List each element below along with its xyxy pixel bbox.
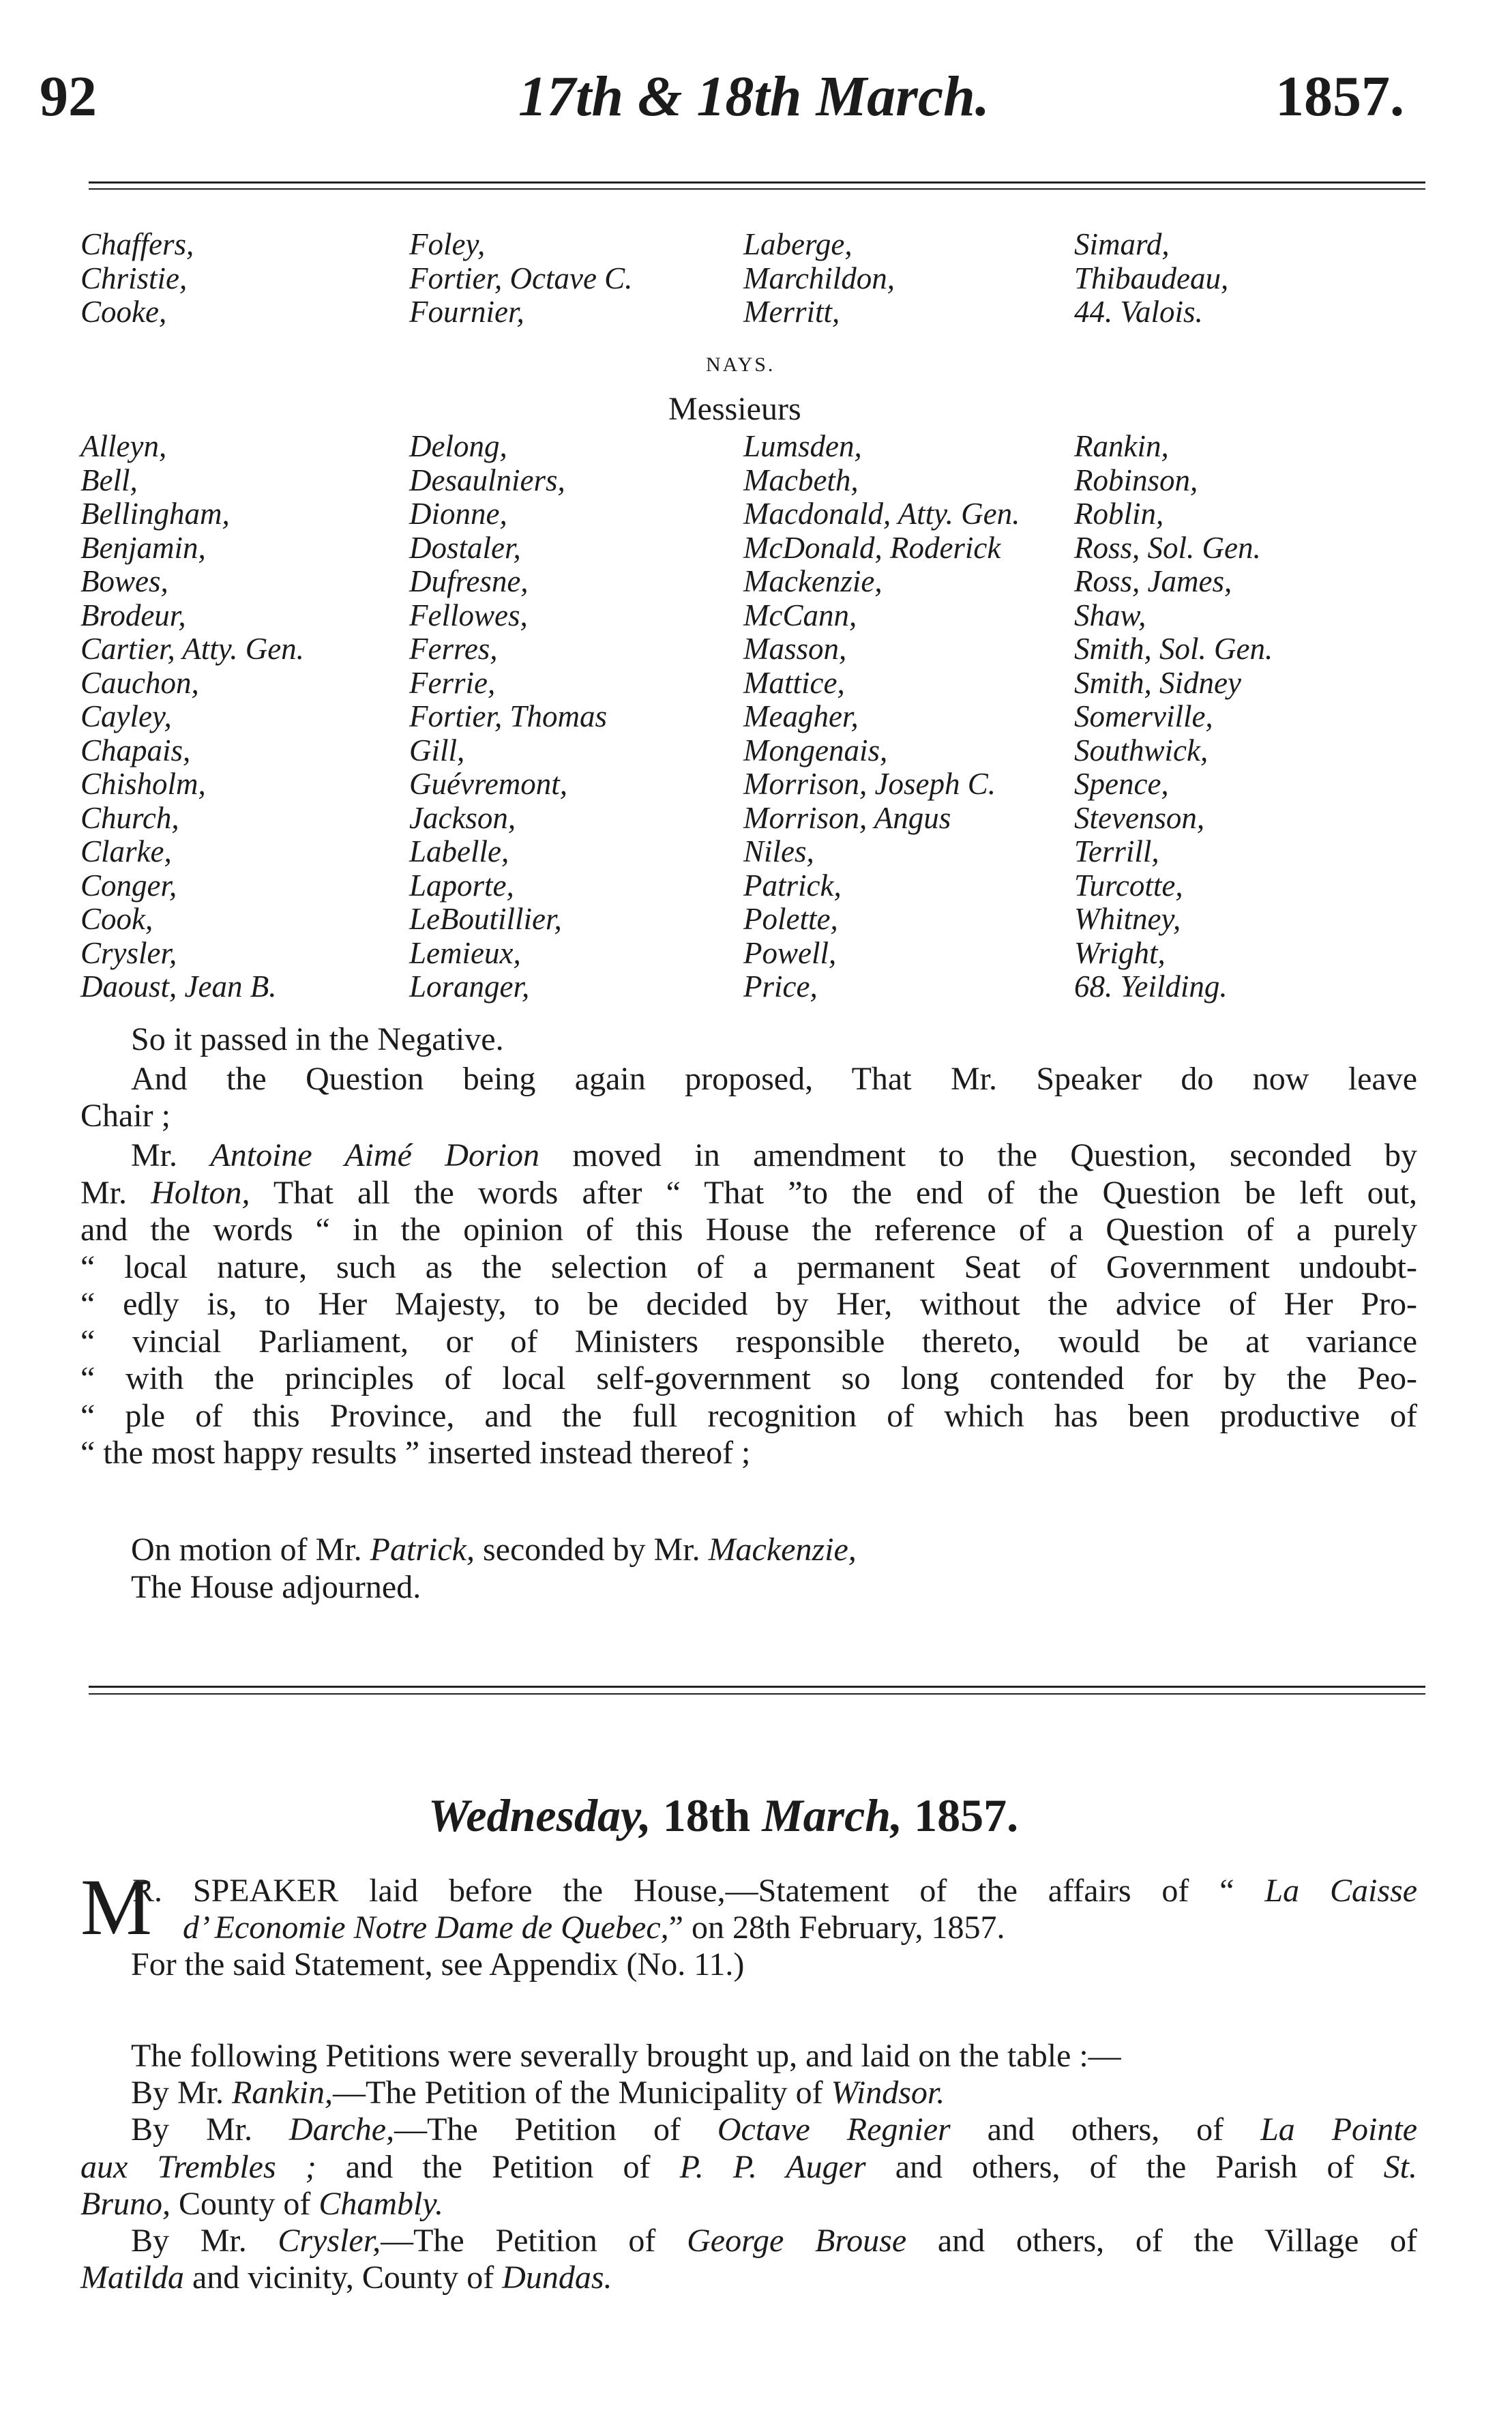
member-name: Mackenzie, — [743, 564, 883, 598]
member-name: Shaw, — [1074, 598, 1146, 632]
appendix-note — [80, 1946, 1468, 1984]
member-name: Ross, Sol. Gen. — [1074, 530, 1261, 565]
messieurs-label: Messieurs — [668, 391, 801, 427]
petition-3-line-1: By Mr. Crysler,—The Petition of George Brouse and others, of the Village of — [131, 2223, 1418, 2259]
section-rule-top — [89, 1686, 1425, 1688]
member-name: Labelle, — [409, 834, 509, 868]
yeas-column-1 — [80, 228, 194, 330]
member-name: Chaffers, — [80, 227, 194, 261]
petitions-intro — [80, 2038, 1468, 2075]
member-name: Mongenais, — [743, 733, 888, 767]
amendment-line-1: Mr. Antoine Aimé Dorion moved in amendment to the Question, seconded by — [131, 1137, 1417, 1173]
member-name: McDonald, Roderick — [743, 530, 1001, 565]
amendment-paragraph-end — [80, 1435, 1417, 1472]
member-name: Cooke, — [80, 295, 167, 329]
member-name: Smith, Sidney — [1074, 665, 1241, 700]
speaker-line-2: d’ Economie Notre Dame de Quebec,” on 28th February, 1857. — [183, 1909, 1005, 1946]
member-name: Fortier, Octave C. — [409, 261, 633, 295]
member-name: Simard, — [1074, 227, 1170, 261]
amendment-line-3: and the words “ in the opinion of this House the reference of a Question of a purely — [80, 1212, 1417, 1248]
member-name: Price, — [743, 969, 818, 1004]
member-name: Cartier, Atty. Gen. — [80, 632, 304, 666]
member-name: 68. Yeilding. — [1074, 969, 1228, 1004]
member-name: Church, — [80, 800, 179, 835]
header-rule-top — [89, 181, 1425, 184]
member-name: Dionne, — [409, 497, 507, 531]
member-name: Crysler, — [80, 935, 177, 970]
member-name: Meagher, — [743, 699, 859, 733]
amendment-line-8: “ ple of this Province, and the full recognition of which has been productive of — [80, 1397, 1417, 1434]
member-name: Powell, — [743, 935, 837, 970]
member-name: Smith, Sol. Gen. — [1074, 632, 1273, 666]
member-name: Mackenzie, — [708, 1532, 857, 1568]
member-name: Robinson, — [1074, 463, 1198, 497]
member-name: Cauchon, — [80, 665, 199, 700]
nays-column-2 — [409, 430, 607, 1004]
petition-3-line-2: Matilda and vicinity, County of Dundas. — [80, 2259, 612, 2296]
member-name: Gill, — [409, 733, 465, 767]
vote-result — [80, 1021, 1468, 1059]
member-name: Bellingham, — [80, 497, 230, 531]
amendment-paragraph — [80, 1137, 1417, 1435]
member-name: Ross, James, — [1074, 564, 1232, 598]
member-name: LeBoutillier, — [409, 902, 562, 936]
member-name: Niles, — [743, 834, 814, 868]
speaker-line-3: For the said Statement, see Appendix (No. 11.) — [131, 1946, 745, 1982]
member-name: 44. Valois. — [1074, 295, 1203, 329]
nays-column-1 — [80, 430, 304, 1004]
member-name: Patrick, — [743, 868, 842, 903]
member-name: Lumsden, — [743, 429, 862, 463]
petition-2 — [80, 2111, 1417, 2186]
member-name: McCann, — [743, 598, 857, 632]
petition-1-line: By Mr. Rankin,—The Petition of the Municipality of Windsor. — [131, 2075, 945, 2111]
page-number: 92 — [40, 65, 97, 128]
nays-column-3 — [743, 430, 1020, 1004]
member-name: Patrick, — [370, 1532, 475, 1568]
amendment-line-2: Mr. Holton, That all the words after “ That ”to the end of the Question be left out, — [80, 1174, 1418, 1211]
member-name: Cook, — [80, 902, 153, 936]
question-paragraph-end — [80, 1098, 1417, 1135]
member-name: Roblin, — [1074, 497, 1164, 531]
speaker-paragraph — [132, 1873, 1417, 1910]
result-line: So it passed in the Negative. — [131, 1021, 504, 1057]
member-name: Merritt, — [743, 295, 840, 329]
adjourn-line-1: On motion of Mr. Patrick, seconded by Mr. Mackenzie, — [131, 1532, 857, 1568]
member-name: Ferrie, — [409, 665, 496, 700]
member-name: Bowes, — [80, 564, 168, 598]
question-line-2: Chair ; — [80, 1098, 171, 1134]
member-name: Guévremont, — [409, 767, 568, 801]
petition-3-end — [80, 2259, 1417, 2297]
member-name: Delong, — [409, 429, 507, 463]
nays-column-4 — [1074, 430, 1273, 1004]
amendment-line-5: “ edly is, to Her Majesty, to be decided by Her, without the advice of Her Pro- — [80, 1286, 1417, 1322]
drop-cap: M — [80, 1862, 152, 1952]
petitions-intro-line: The following Petitions were severally brought up, and laid on the table :— — [131, 2038, 1121, 2074]
member-name: Dufresne, — [409, 564, 529, 598]
adjournment-paragraph — [80, 1532, 1468, 1606]
member-name: Whitney, — [1074, 902, 1181, 936]
section-rule-bottom — [89, 1693, 1425, 1695]
petition-3 — [80, 2223, 1417, 2260]
member-name: Macbeth, — [743, 463, 859, 497]
member-name: Desaulniers, — [409, 463, 565, 497]
page-title: 17th & 18th March. — [518, 65, 990, 128]
member-name: Darche, — [288, 2111, 395, 2148]
amendment-line-4: “ local nature, such as the selection of a permanent Seat of Government undoubt- — [80, 1248, 1417, 1285]
member-name: Dostaler, — [409, 530, 521, 565]
member-name: Foley, — [409, 227, 486, 261]
member-name: Holton, — [151, 1174, 250, 1211]
member-name: Masson, — [743, 632, 847, 666]
yeas-column-3 — [743, 228, 895, 330]
petition-2-line-2: aux Trembles ; and the Petition of P. P. Auger and others, of the Parish of St. — [80, 2148, 1417, 2185]
petition-1 — [80, 2075, 1468, 2112]
member-name: Brodeur, — [80, 598, 186, 632]
member-name: Spence, — [1074, 767, 1169, 801]
member-name: Rankin, — [232, 2075, 333, 2111]
member-name: Southwick, — [1074, 733, 1209, 767]
adjourn-line-2: The House adjourned. — [131, 1568, 421, 1605]
member-name: Rankin, — [1074, 429, 1169, 463]
member-name: Chisholm, — [80, 767, 206, 801]
question-paragraph — [80, 1061, 1417, 1098]
member-name: Jackson, — [409, 800, 516, 835]
member-name: Polette, — [743, 902, 838, 936]
member-name: Clarke, — [80, 834, 172, 868]
member-name: Morrison, Joseph C. — [743, 767, 996, 801]
member-name: Lemieux, — [409, 935, 521, 970]
member-name: Loranger, — [409, 969, 530, 1004]
amendment-line-9: “ the most happy results ” inserted instead thereof ; — [80, 1435, 751, 1471]
member-name: Bell, — [80, 463, 138, 497]
amendment-line-6: “ vincial Parliament, or of Ministers responsible thereto, would be at variance — [80, 1323, 1417, 1360]
member-name: Alleyn, — [80, 429, 167, 463]
member-name: Stevenson, — [1074, 800, 1205, 835]
nays-label: NAYS. — [706, 353, 775, 376]
member-name: Terrill, — [1074, 834, 1159, 868]
petition-2-line-1: By Mr. Darche,—The Petition of Octave Regnier and others, of La Pointe — [131, 2111, 1418, 2148]
member-name: Macdonald, Atty. Gen. — [743, 497, 1020, 531]
member-name: Wright, — [1074, 935, 1166, 970]
member-name: Antoine Aimé Dorion — [210, 1137, 539, 1173]
question-line-1: And the Question being again proposed, That Mr. Speaker do now leave — [131, 1061, 1417, 1097]
member-name: Turcotte, — [1074, 868, 1183, 903]
speaker-line-1: R. SPEAKER laid before the House,—Statement of the affairs of “ La Caisse — [132, 1873, 1418, 1909]
member-name: Christie, — [80, 261, 188, 295]
speaker-paragraph-cont — [132, 1909, 1469, 1947]
section-title: Wednesday, 18th March, 1857. — [428, 1789, 1019, 1841]
member-name: Daoust, Jean B. — [80, 969, 277, 1004]
member-name: Morrison, Angus — [743, 800, 951, 835]
member-name: Ferres, — [409, 632, 498, 666]
member-name: Somerville, — [1074, 699, 1213, 733]
member-name: Thibaudeau, — [1074, 261, 1229, 295]
member-name: Benjamin, — [80, 530, 206, 565]
member-name: Mattice, — [743, 665, 845, 700]
member-name: Crysler, — [278, 2223, 381, 2259]
petition-2-end — [80, 2186, 1417, 2223]
member-name: Fournier, — [409, 295, 524, 329]
header-rule-bottom — [89, 188, 1425, 190]
yeas-column-2 — [409, 228, 632, 330]
member-name: Laporte, — [409, 868, 514, 903]
member-name: Conger, — [80, 868, 177, 903]
member-name: Fellowes, — [409, 598, 528, 632]
member-name: Chapais, — [80, 733, 191, 767]
member-name: Fortier, Thomas — [409, 699, 608, 733]
page-year: 1857. — [1275, 65, 1404, 128]
member-name: Laberge, — [743, 227, 853, 261]
amendment-line-7: “ with the principles of local self-government so long contended for by the Peo- — [80, 1360, 1417, 1396]
yeas-column-4 — [1074, 228, 1228, 330]
member-name: Cayley, — [80, 699, 172, 733]
member-name: Marchildon, — [743, 261, 895, 295]
petition-2-line-3: Bruno, County of Chambly. — [80, 2186, 444, 2222]
